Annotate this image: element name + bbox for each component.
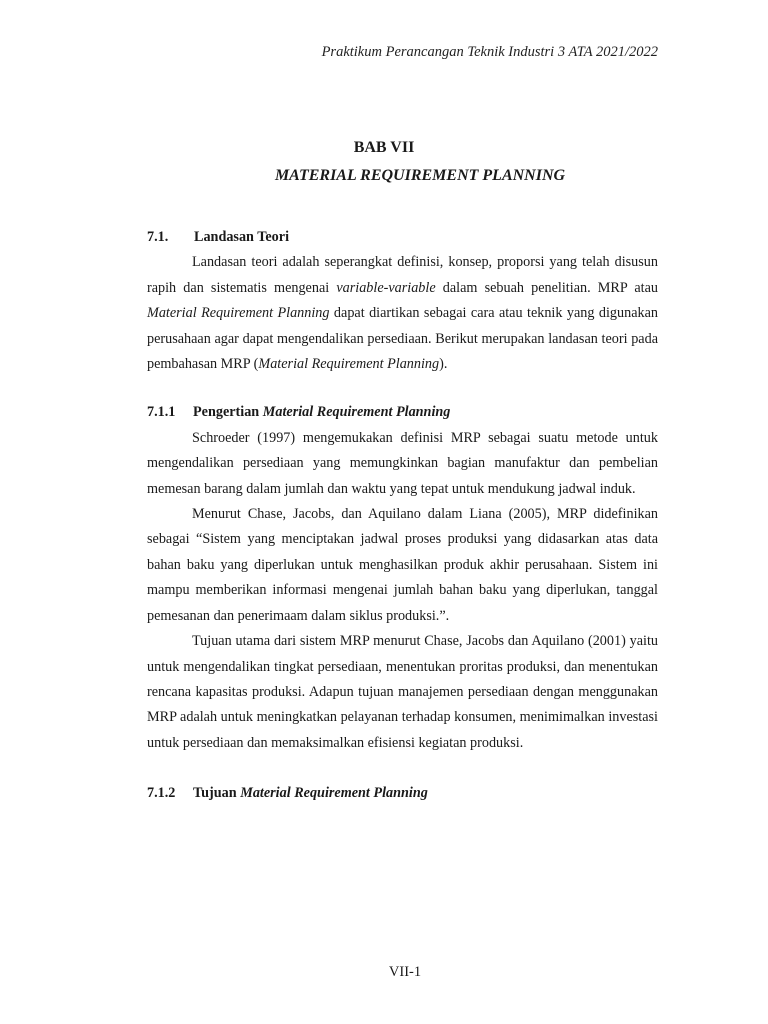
italic-term: variable-variable: [336, 279, 436, 296]
section-title: [193, 400, 450, 425]
text-run: Tujuan: [193, 785, 241, 802]
text-run: ).: [439, 356, 448, 373]
chapter-label: BAB VII: [353, 139, 415, 156]
paragraph-landasan-teori: [147, 250, 658, 377]
italic-term: Material Requirement Planning: [147, 305, 330, 322]
section-heading-7-1-1: [147, 400, 658, 425]
text-run: dapat diartikan sebagai cara atau teknik yang digunakan perusahaan agar dapat mengendalikan persediaan. Berikut merupakan landasan teori pada pembahasan MRP (: [147, 305, 658, 373]
text-run: Pengertian: [193, 404, 263, 421]
section-title: Landasan Teori: [194, 229, 290, 245]
section-number: 7.1.1: [147, 404, 176, 421]
paragraph-chase-definition: Menurut Chase, Jacobs, dan Aquilano dalam Liana (2005), MRP didefinikan sebagai “Sistem yang menciptakan jadwal proses produksi yang didasarkan atas data bahan baku yang diperlukan untuk menghasilkan produk akhir perusahaan. Sistem ini mampu memberikan informasi mengenai jumlah bahan baku yang diperlukan, tanggal pemesanan dan penerimaam dalam siklus produksi.”.: [147, 506, 658, 624]
section-number: 7.1.2: [147, 785, 176, 802]
text-run: dalam sebuah penelitian. MRP atau: [435, 279, 658, 296]
text-run: Landasan teori adalah seperangkat definisi, konsep, proporsi yang telah disusun rapih dan sistematis mengenai: [147, 254, 658, 296]
italic-term: Material Requirement Planning: [240, 785, 428, 802]
section-number: 7.1.: [147, 229, 169, 245]
section-heading-7-1-2: [147, 781, 658, 806]
running-header: Praktikum Perancangan Teknik Industri 3 ATA 2021/2022: [321, 44, 658, 60]
italic-term: Material Requirement Planning: [262, 404, 451, 421]
paragraph-schroeder: Schroeder (1997) mengemukakan definisi MRP sebagai suatu metode untuk mengendalikan persediaan yang memungkinkan bagian manufaktur dan pembelian memesan barang dalam jumlah dan waktu yang tepat untuk mendukung jadwal induk.: [147, 429, 658, 497]
italic-term: Material Requirement Planning: [258, 356, 440, 373]
page-number: VII-1: [388, 964, 422, 980]
paragraph-tujuan-utama: Tujuan utama dari sistem MRP menurut Chase, Jacobs dan Aquilano (2001) yaitu untuk mengendalikan tingkat persediaan, menentukan proritas produksi, dan menentukan rencana kapasitas produksi. Adapun tujuan manajemen persediaan dengan menggunakan MRP adalah untuk meningkatkan pelayanan terhadap konsumen, menimimalkan investasi untuk persediaan dan memaksimalkan efisiensi kegiatan produksi.: [147, 633, 658, 751]
spacer: [147, 377, 658, 400]
body-content: [147, 225, 658, 807]
section-title: [193, 781, 428, 806]
spacer: [147, 756, 658, 781]
section-heading-7-1: [147, 225, 658, 250]
chapter-title: MATERIAL REQUIREMENT PLANNING: [274, 167, 566, 184]
